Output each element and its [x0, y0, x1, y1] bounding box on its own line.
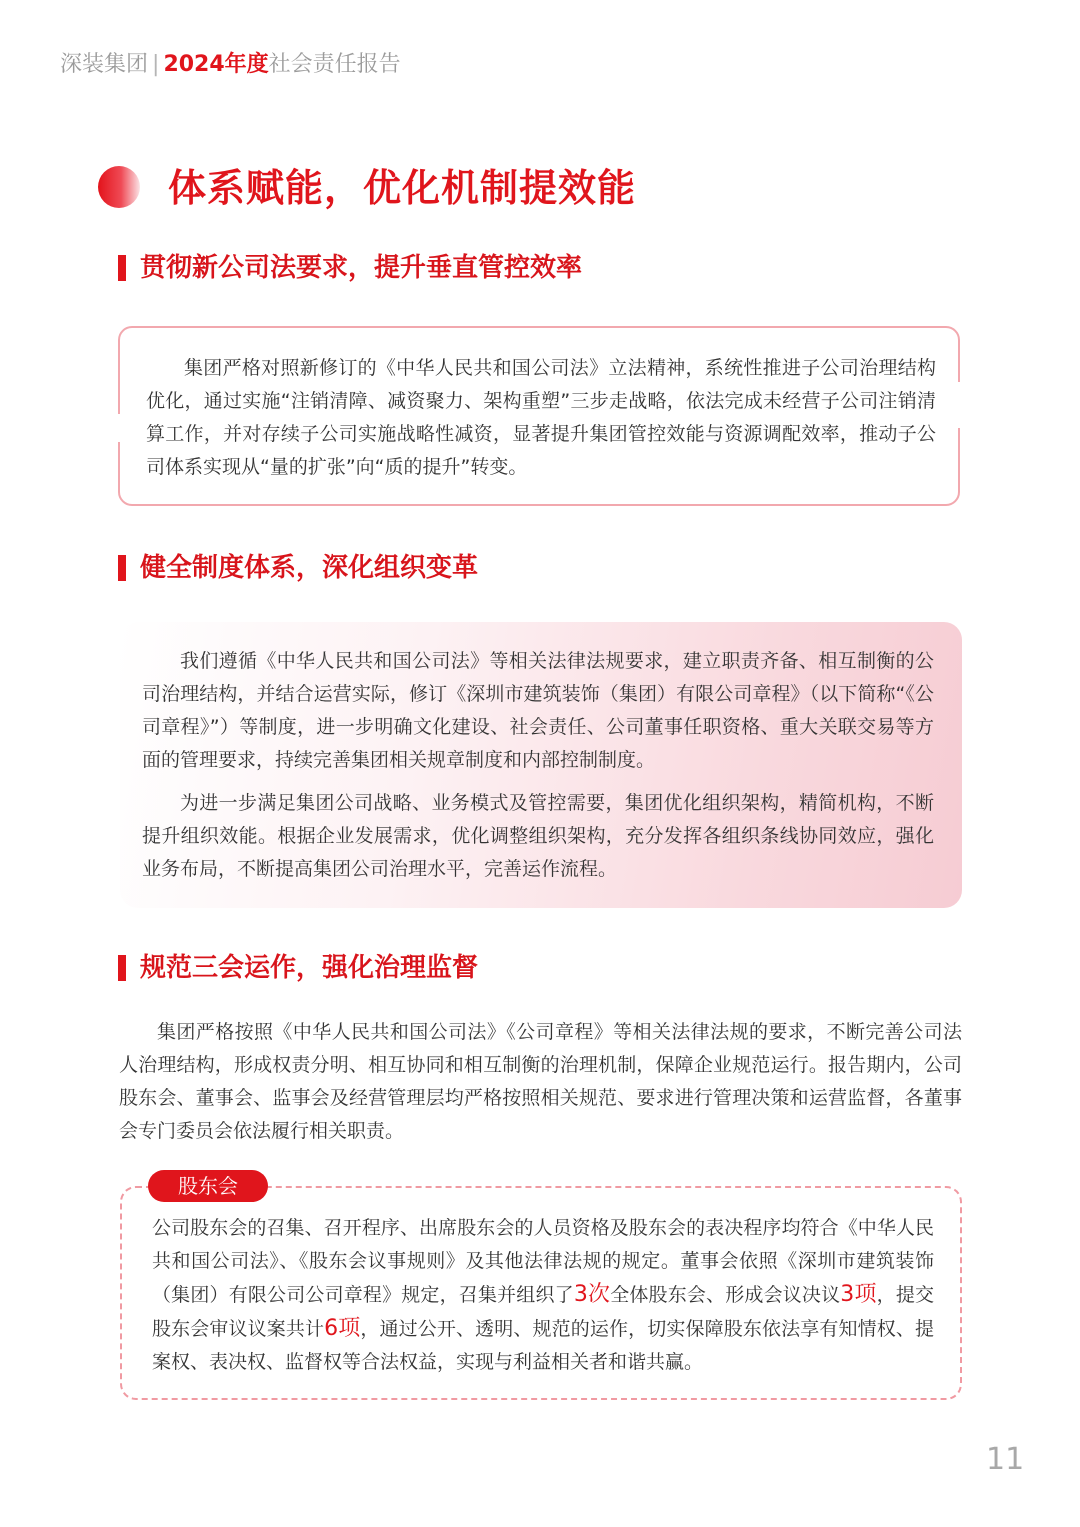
highlight-proposals-count: 6项: [324, 1316, 361, 1341]
header-report-name: 社会责任报告: [268, 52, 401, 77]
page-number: 11: [986, 1442, 1025, 1477]
text-segment: ，提交股东会审议议案共计: [152, 1284, 934, 1340]
box-border-gap-right: [955, 382, 967, 428]
shareholders-badge: 股东会: [148, 1170, 268, 1202]
section-1-text: [146, 352, 936, 484]
page-title: 体系赋能，优化机制提效能: [168, 166, 637, 210]
header-separator: |: [152, 52, 160, 77]
header-company: 深装集团: [60, 52, 149, 77]
section-marker-1: [118, 255, 126, 281]
highlight-meetings-count: 3次: [573, 1282, 611, 1307]
text-segment: ，通过公开、透明、规范的运作，切实保障股东依法享有知情权、提案权、表决权、监督权等合法权益，实现与利益相关者和谐共赢。: [152, 1318, 934, 1373]
text-segment: 全体股东会、形成会议决议: [610, 1284, 841, 1306]
section-marker-2: [118, 555, 126, 581]
header-year: 2024年度: [163, 52, 269, 77]
paragraph: 我们遵循《中华人民共和国公司法》等相关法律法规要求，建立职责齐备、相互制衡的公司治理结构，并结合运营实际，修订《深圳市建筑装饰（集团）有限公司章程》（以下简称“《公司章程》”）等制度，进一步明确文化建设、社会责任、公司董事任职资格、重大关联交易等方面的管理要求，持续完善集团相关规章制度和内部控制制度。: [142, 650, 934, 771]
report-header: [60, 50, 401, 80]
paragraph: 集团严格对照新修订的《中华人民共和国公司法》立法精神，系统性推进子公司治理结构优化，通过实施“注销清障、减资聚力、架构重塑”三步走战略，依法完成未经营子公司注销清算工作，并对存续子公司实施战略性减资，显著提升集团管控效能与资源调配效率，推动子公司体系实现从“量的扩张”向“质的提升”转变。: [146, 357, 936, 478]
text-segment: 公司股东会的召集、召开程序、出席股东会的人员资格及股东会的表决程序均符合《中华人民共和国公司法》、《股东会议事规则》及其他法律法规的规定。董事会依照《深圳市建筑装饰（集团）有限公司公司章程》规定，召集并组织了: [152, 1217, 934, 1306]
section-2-text: [142, 645, 934, 886]
section-heading-3: 规范三会运作，强化治理监督: [140, 953, 479, 983]
paragraph: [152, 1212, 934, 1379]
section-heading-2: 健全制度体系，深化组织变革: [140, 553, 479, 583]
title-circle-mark: [98, 166, 140, 208]
section-heading-1: 贯彻新公司法要求，提升垂直管控效率: [140, 253, 583, 283]
shareholders-text: [152, 1212, 934, 1379]
section-3-text: [119, 1016, 962, 1148]
section-marker-3: [118, 955, 126, 981]
paragraph: 为进一步满足集团公司战略、业务模式及管控需要，集团优化组织架构，精简机构，不断提升组织效能。根据企业发展需求，优化调整组织架构，充分发挥各组织条线协同效应，强化业务布局，不断提高集团公司治理水平，完善运作流程。: [142, 792, 934, 880]
paragraph: 集团严格按照《中华人民共和国公司法》《公司章程》等相关法律法规的要求，不断完善公司法人治理结构，形成权责分明、相互协同和相互制衡的治理机制，保障企业规范运行。报告期内，公司股东会、董事会、监事会及经营管理层均严格按照相关规范、要求进行管理决策和运营监督，各董事会专门委员会依法履行相关职责。: [119, 1021, 962, 1142]
highlight-resolutions-count: 3项: [840, 1282, 877, 1307]
box-border-gap: [112, 414, 124, 442]
